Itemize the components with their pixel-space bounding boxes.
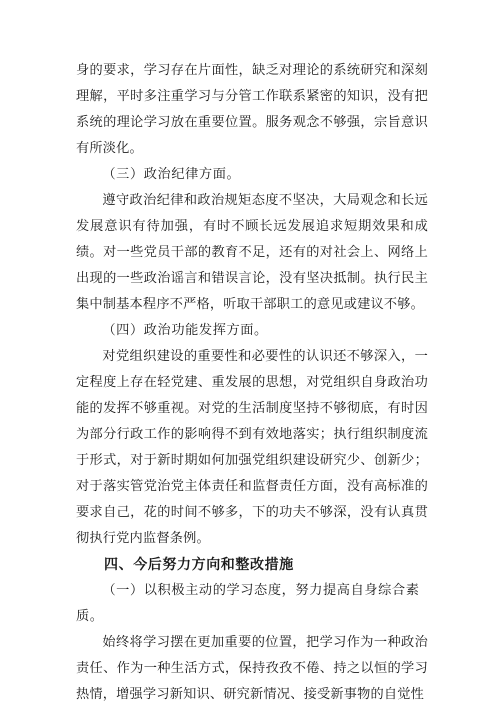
- paragraph-continuation: 身的要求，学习存在片面性，缺乏对理论的系统研究和深刻理解，平时多注重学习与分管工作联系紧密的知识，没有把系统的理论学习放在重要位置。服务观念不够强，宗旨意识有所淡化。: [76, 63, 428, 156]
- paragraph-political-discipline: 遵守政治纪律和政治规矩态度不坚决，大局观念和长远发展意识有待加强，有时不顾长远发展追求短期效果和成绩。对一些党员干部的教育不足，还有的对社会上、网络上出现的一些政治谣言和错误言论，没有坚决抵制。执行民主集中制基本程序不严格，听取干部职工的意见或建议不够。: [76, 193, 428, 312]
- section-heading-improvement-measures: 四、今后努力方向和整改措施: [104, 557, 294, 573]
- paragraph-learning-attitude: 始终将学习摆在更加重要的位置，把学习作为一种政治责任、作为一种生活方式，保持孜孜不倦、持之以恒的学习热情，增强学习新知识、研究新情况、接受新事物的自觉性: [76, 635, 428, 702]
- section-subheading-political-function: （四）政治功能发挥方面。: [102, 323, 268, 338]
- section-subheading-political-discipline: （三）政治纪律方面。: [102, 167, 241, 182]
- paragraph-political-function: 对党组织建设的重要性和必要性的认识还不够深入，一定程度上存在轻党建、重发展的思想，对党组织自身政治功能的发挥不够重视。对党的生活制度坚持不够彻底，有时因为部分行政工作的影响得不到有效地落实；执行组织制度流于形式，对于新时期如何加强党组织建设研究少、创新少；对于落实管党治党主体责任和监督责任方面，没有高标准的要求自己，花的时间不够多，下的功夫不够深，没有认真贯彻执行党内监督条例。: [76, 349, 428, 546]
- section-subheading-learning-attitude: （一）以积极主动的学习态度，努力提高自身综合素质。: [76, 583, 420, 624]
- document-body: [76, 58, 428, 708]
